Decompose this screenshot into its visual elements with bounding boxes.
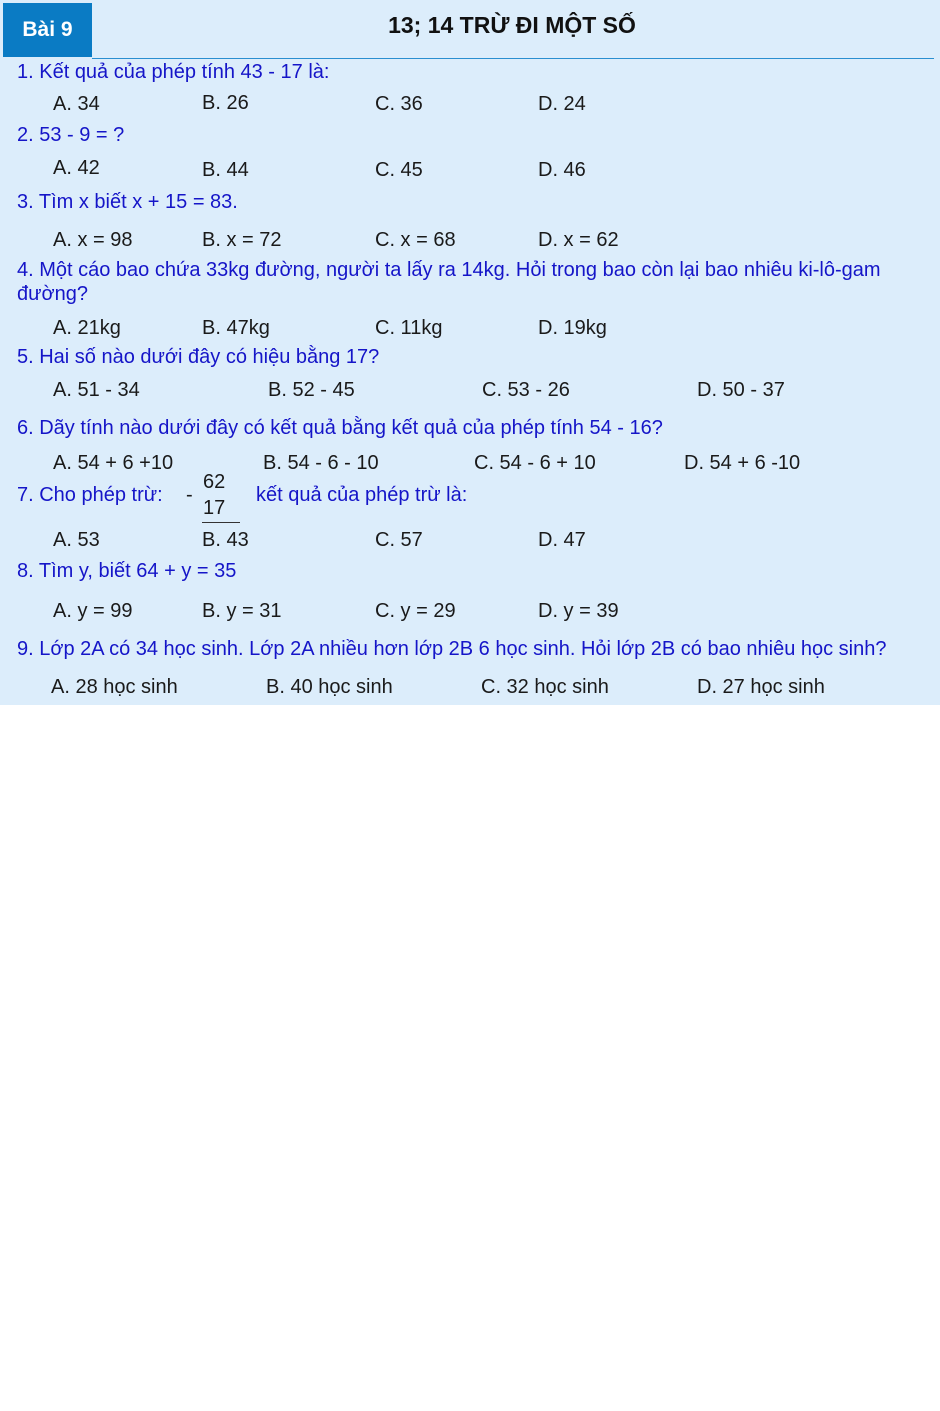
question-4: 4. Một cáo bao chứa 33kg đường, người ta lấy ra 14kg. Hỏi trong bao còn lại bao nhiêu ki-lô-gam đường? xyxy=(17,259,881,305)
question-3-option-d: D. x = 62 xyxy=(538,229,619,251)
question-8-option-a: A. y = 99 xyxy=(53,600,133,622)
question-8-option-b: B. y = 31 xyxy=(202,600,282,622)
question-1: 1. Kết quả của phép tính 43 - 17 là: xyxy=(17,61,330,83)
question-9: 9. Lớp 2A có 34 học sinh. Lớp 2A nhiều hơn lớp 2B 6 học sinh. Hỏi lớp 2B có bao nhiêu học sinh? xyxy=(17,638,887,660)
question-4-option-a: A. 21kg xyxy=(53,317,121,339)
question-5-option-a: A. 51 - 34 xyxy=(53,379,140,401)
worksheet xyxy=(0,0,940,705)
question-2-option-d: D. 46 xyxy=(538,159,586,181)
question-9-option-a: A. 28 học sinh xyxy=(51,676,178,698)
question-2-option-b: B. 44 xyxy=(202,159,249,181)
question-8-option-c: C. y = 29 xyxy=(375,600,456,622)
lesson-badge: Bài 9 xyxy=(3,3,92,57)
question-4-option-c: C. 11kg xyxy=(375,317,443,339)
vertical-subtraction xyxy=(202,470,240,524)
subtrahend: 17 xyxy=(203,497,226,519)
question-7-option-d: D. 47 xyxy=(538,529,586,551)
question-8: 8. Tìm y, biết 64 + y = 35 xyxy=(17,560,237,582)
question-6-option-c: C. 54 - 6 + 10 xyxy=(474,452,596,474)
question-4-option-d: D. 19kg xyxy=(538,317,607,339)
question-1-option-c: C. 36 xyxy=(375,93,423,115)
title-divider xyxy=(92,58,934,59)
question-6-option-a: A. 54 + 6 +10 xyxy=(53,452,174,474)
question-3-option-c: C. x = 68 xyxy=(375,229,456,251)
minus-sign: - xyxy=(186,484,193,506)
question-2: 2. 53 - 9 = ? xyxy=(17,124,125,146)
question-7-option-c: C. 57 xyxy=(375,529,423,551)
question-4-option-b: B. 47kg xyxy=(202,317,270,339)
question-7: 7. Cho phép trừ: xyxy=(17,484,163,506)
question-6-option-b: B. 54 - 6 - 10 xyxy=(263,452,379,474)
question-1-option-b: B. 26 xyxy=(202,92,249,114)
question-9-option-b: B. 40 học sinh xyxy=(266,676,393,698)
question-7-option-b: B. 43 xyxy=(202,529,249,551)
page-title: 13; 14 TRỪ ĐI MỘT SỐ xyxy=(388,12,636,38)
question-3: 3. Tìm x biết x + 15 = 83. xyxy=(17,191,238,213)
question-7-option-a: A. 53 xyxy=(53,529,100,551)
question-1-option-d: D. 24 xyxy=(538,93,586,115)
question-7-continued: kết quả của phép trừ là: xyxy=(256,484,468,506)
question-5: 5. Hai số nào dưới đây có hiệu bằng 17? xyxy=(17,346,380,368)
question-5-option-b: B. 52 - 45 xyxy=(268,379,355,401)
question-9-option-c: C. 32 học sinh xyxy=(481,676,609,698)
question-9-option-d: D. 27 học sinh xyxy=(697,676,825,698)
question-2-option-a: A. 42 xyxy=(53,157,100,179)
question-5-option-d: D. 50 - 37 xyxy=(697,379,785,401)
minuend: 62 xyxy=(203,471,226,493)
question-3-option-a: A. x = 98 xyxy=(53,229,133,251)
question-1-option-a: A. 34 xyxy=(53,93,100,115)
question-3-option-b: B. x = 72 xyxy=(202,229,282,251)
question-2-option-c: C. 45 xyxy=(375,159,423,181)
question-6: 6. Dãy tính nào dưới đây có kết quả bằng kết quả của phép tính 54 - 16? xyxy=(17,417,663,439)
question-8-option-d: D. y = 39 xyxy=(538,600,619,622)
question-6-option-d: D. 54 + 6 -10 xyxy=(684,452,801,474)
question-5-option-c: C. 53 - 26 xyxy=(482,379,570,401)
subtraction-line xyxy=(202,522,240,523)
